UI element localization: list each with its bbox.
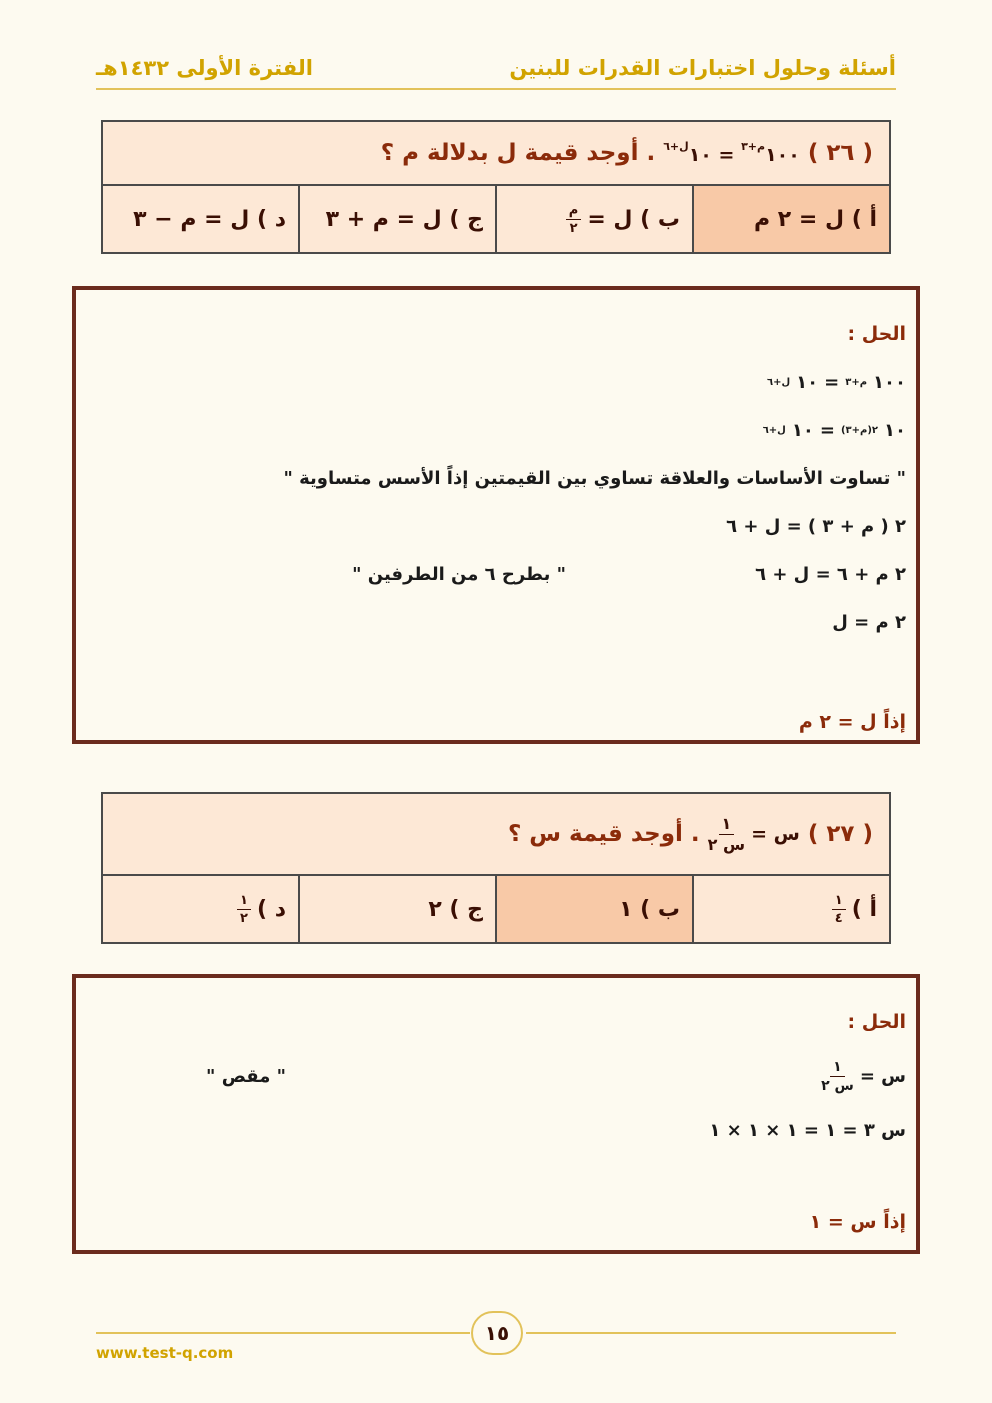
solution-note: " بطرح ٦ من الطرفين ": [352, 563, 566, 585]
fraction: $\frac{١}{٤}$: [832, 894, 846, 925]
website-link[interactable]: www.test-q.com: [96, 1344, 234, 1362]
solution-title: الحل :: [847, 1011, 906, 1033]
solution-step-1: س = $\frac{١}{\text{س ٢}}$ " مقص ": [206, 1058, 906, 1094]
solution-step-3: " تساوت الأساسات والعلاقة تساوي بين القيمتين إذاً الأسس متساوية ": [283, 467, 906, 489]
footer-divider-right: [526, 1332, 896, 1334]
fraction: $\frac{١}{\text{س ٢}}$: [707, 813, 746, 854]
option-c[interactable]: ج ) ٢: [298, 876, 495, 942]
solution-step-1: ١٠٠ م+٣ = ١٠ ل+٦: [766, 371, 906, 393]
solution-step-2: ١٠ ٢(م+٣) = ١٠ ل+٦: [762, 419, 906, 441]
solution-note: " مقص ": [206, 1065, 286, 1087]
solution-title: الحل :: [847, 323, 906, 345]
question-26-header: [103, 122, 889, 186]
header-divider: [96, 88, 896, 90]
option-c[interactable]: ج ) ل = م + ٣: [298, 186, 495, 252]
page-number: ١٥: [471, 1311, 523, 1355]
fraction: $\frac{\text{م}}{٢}$: [566, 204, 582, 235]
solution-step-6: ٢ م = ل: [832, 611, 906, 633]
question-27-text: . أوجد قيمة س ؟: [507, 821, 700, 847]
book-title: أسئلة وحلول اختبارات القدرات للبنين: [509, 56, 896, 80]
solution-step-4: ٢ ( م + ٣ ) = ل + ٦: [726, 515, 906, 537]
option-a[interactable]: أ ) ل = ٢ م: [692, 186, 889, 252]
question-27-expression: س = $\frac{١}{\text{س ٢}}$: [707, 813, 800, 854]
fraction: $\frac{١}{\text{س ٢}}$: [821, 1058, 854, 1094]
solution-final: إذاً س = ١: [809, 1211, 906, 1233]
solution-step-2: س ٣ = ١ = ١ × ١ × ١: [709, 1119, 906, 1141]
option-b[interactable]: ب ) ل = $\frac{\text{م}}{٢}$: [495, 186, 692, 252]
question-26-number: ( ٢٦ ): [807, 140, 873, 166]
footer-divider-left: [96, 1332, 470, 1334]
question-27-table: [101, 792, 891, 944]
question-27-number: ( ٢٧ ): [807, 821, 873, 847]
solution-step-5: ٢ م + ٦ = ل + ٦ " بطرح ٦ من الطرفين ": [352, 563, 906, 585]
option-d[interactable]: د ) ل = م − ٣: [103, 186, 298, 252]
option-d[interactable]: د ) $\frac{١}{٢}$: [103, 876, 298, 942]
question-26-text: . أوجد قيمة ل بدلالة م ؟: [380, 140, 656, 166]
fraction: $\frac{١}{٢}$: [237, 894, 251, 925]
period-label: الفترة الأولى ١٤٣٢هـ: [96, 56, 313, 80]
question-27-options: [103, 876, 889, 942]
solution-final: إذاً ل = ٢ م: [798, 711, 906, 733]
question-26-expression: $١٠٠^{م+٣}$ = $١٠^{ل+٦}$: [663, 140, 800, 166]
option-b[interactable]: ب ) ١: [495, 876, 692, 942]
solution-27-box: [72, 974, 920, 1254]
question-26-table: [101, 120, 891, 254]
question-26-options: [103, 186, 889, 252]
option-a[interactable]: أ ) $\frac{١}{٤}$: [692, 876, 889, 942]
question-27-header: [103, 794, 889, 876]
solution-26-box: [72, 286, 920, 744]
